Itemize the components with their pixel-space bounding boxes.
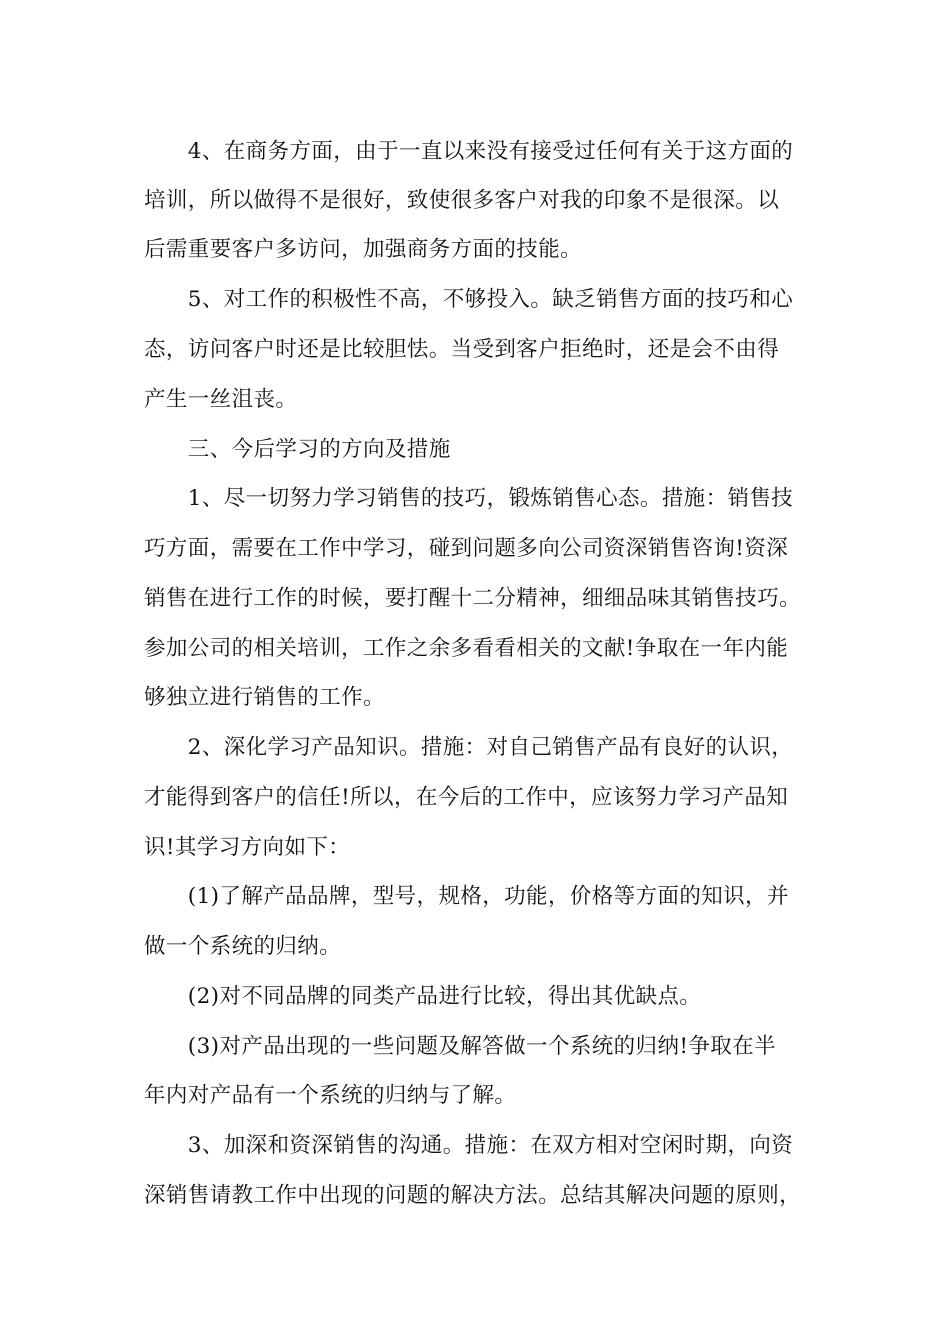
text-line: 态，访问客户时还是比较胆怯。当受到客户拒绝时，还是会不由得 (144, 337, 780, 362)
text-line: 够独立进行销售的工作。 (144, 685, 385, 710)
text-line: (2)对不同品牌的同类产品进行比较，得出其优缺点。 (144, 984, 702, 1009)
section-heading: 三、今后学习的方向及措施 (144, 437, 451, 462)
text-line: 5、对工作的积极性不高，不够投入。缺乏销售方面的技巧和心 (144, 287, 794, 312)
text-line: 才能得到客户的信任!所以，在今后的工作中，应该努力学习产品知 (144, 785, 789, 810)
text-line: 培训，所以做得不是很好，致使很多客户对我的印象不是很深。以 (144, 188, 780, 213)
text-line: 销售在进行工作的时候，要打醒十二分精神，细细品味其销售技巧。 (144, 586, 802, 611)
text-line: 2、深化学习产品知识。措施：对自己销售产品有良好的认识， (144, 735, 794, 760)
text-line: (1)了解产品品牌，型号，规格，功能，价格等方面的知识，并 (144, 884, 789, 909)
text-line: 1、尽一切努力学习销售的技巧，锻炼销售心态。措施：销售技 (144, 486, 794, 511)
text-line: 深销售请教工作中出现的问题的解决方法。总结其解决问题的原则， (144, 1183, 802, 1208)
text-line: 参加公司的相关培训，工作之余多看看相关的文献!争取在一年内能 (144, 636, 789, 661)
text-line: 4、在商务方面，由于一直以来没有接受过任何有关于这方面的 (144, 139, 794, 164)
text-line: 做一个系统的归纳。 (144, 934, 342, 959)
text-line: 巧方面，需要在工作中学习，碰到问题多向公司资深销售咨询!资深 (144, 536, 789, 561)
text-line: 后需重要客户多访问，加强商务方面的技能。 (144, 237, 583, 262)
text-line: 产生一丝沮丧。 (144, 387, 298, 412)
text-line: (3)对产品出现的一些问题及解答做一个系统的归纳!争取在半 (144, 1034, 776, 1059)
text-line: 3、加深和资深销售的沟通。措施：在双方相对空闲时期，向资 (144, 1133, 794, 1158)
text-line: 年内对产品有一个系统的归纳与了解。 (144, 1083, 517, 1108)
text-line: 识!其学习方向如下： (144, 835, 351, 860)
